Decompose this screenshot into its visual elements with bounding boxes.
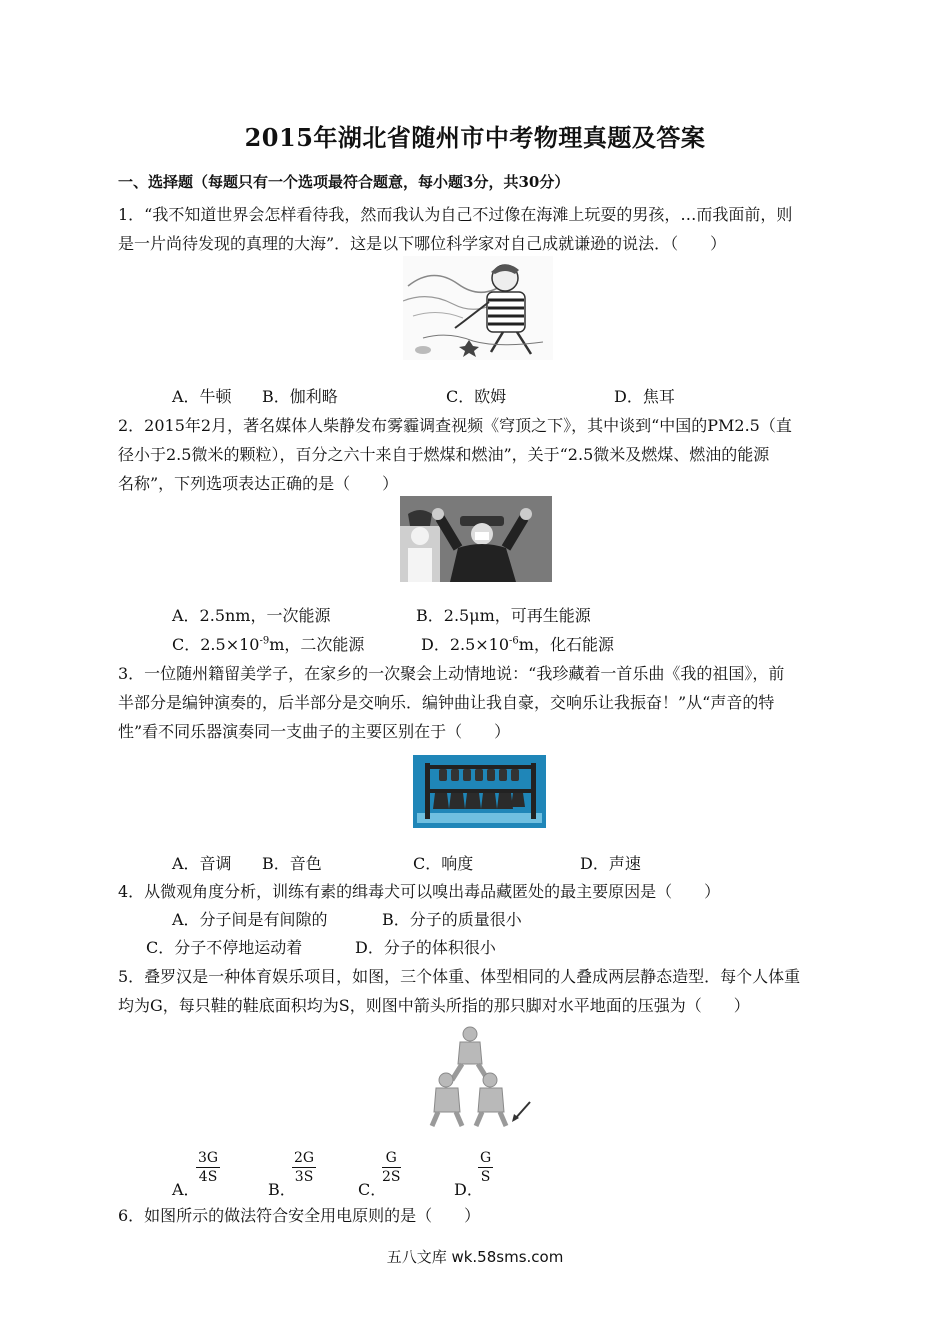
q2-line3: 名称”，下列选项表达正确的是（ ）: [118, 474, 399, 493]
q5-option-b-fraction: [292, 1149, 316, 1186]
q2-option-d-unit: m，化石能源: [518, 635, 614, 654]
footer-watermark: 五八文库 wk.58sms.com: [386, 1248, 564, 1266]
q5-option-c-fraction: [382, 1149, 401, 1186]
q5-line1: 5．叠罗汉是一种体育娱乐项目，如图，三个体重、体型相同的人叠成两层静态造型．每个人体重: [118, 967, 801, 986]
q3-option-c: C．响度: [413, 854, 474, 873]
q5-option-c-numerator: G: [382, 1149, 401, 1168]
q3-option-a: A．音调: [172, 854, 232, 873]
q2-option-c-exponent: -9: [259, 635, 270, 647]
section-heading: 一、选择题（每题只有一个选项最符合题意，每小题3分，共30分）: [118, 173, 570, 191]
page-title: 2015年湖北省随州市中考物理真题及答案: [244, 123, 706, 152]
q5-option-d-denominator: S: [480, 1169, 491, 1185]
q5-option-b-letter: B．: [268, 1180, 296, 1199]
q3-line2: 半部分是编钟演奏的，后半部分是交响乐．编钟曲让我自豪，交响乐让我振奋！”从“声音的特: [118, 693, 775, 712]
q5-option-a-letter: A．: [172, 1180, 200, 1199]
q2-option-c-base: C．2.5×10: [172, 635, 260, 654]
q5-option-d-numerator: G: [480, 1150, 492, 1166]
q2-line1: 2．2015年2月，著名媒体人柴静发布雾霾调查视频《穹顶之下》，其中谈到“中国的PM2.5（直: [118, 416, 792, 435]
q1-option-c: C．欧姆: [446, 387, 507, 406]
q3-option-b: B．音色: [262, 854, 322, 873]
q4-option-d: D．分子的体积很小: [355, 938, 496, 957]
q2-option-d: [421, 632, 614, 655]
q2-line2: 径小于2.5微米的颗粒），百分之六十来自于燃煤和燃油”，关于“2.5微米及燃煤、燃油的能源: [118, 445, 770, 464]
q2-option-d-exponent: -6: [509, 635, 519, 647]
q1-option-d: D．焦耳: [614, 387, 675, 406]
q4-line1: 4．从微观角度分析，训练有素的缉毒犬可以嗅出毒品藏匿处的最主要原因是（ ）: [118, 882, 721, 901]
q5-option-a-denominator: 4S: [198, 1169, 218, 1185]
q6-line1: 6．如图所示的做法符合安全用电原则的是（ ）: [118, 1206, 481, 1225]
q4-option-a: A．分子间是有间隙的: [172, 910, 328, 929]
q5-option-b-numerator: 2G: [294, 1150, 315, 1166]
q5-option-b-denominator: 3S: [294, 1169, 314, 1185]
chime-bells-photo: [413, 755, 546, 828]
documentary-still-photo: [400, 496, 552, 582]
q2-option-b: B．2.5μm，可再生能源: [416, 606, 591, 625]
q2-option-c-unit: m，二次能源: [269, 635, 365, 654]
q5-line2: 均为G，每只鞋的鞋底面积均为S，则图中箭头所指的那只脚对水平地面的压强为（ ）: [118, 996, 750, 1015]
boy-on-beach-illustration: [403, 256, 553, 360]
q5-option-d-fraction: [478, 1149, 493, 1186]
q4-option-c: C．分子不停地运动着: [146, 938, 303, 957]
q5-option-c-denominator: 2S: [382, 1169, 401, 1185]
q1-line1: 1．“我不知道世界会怎样看待我，然而我认为自己不过像在海滩上玩耍的男孩，…而我面前，则: [118, 205, 793, 224]
q5-option-d-letter: D．: [454, 1180, 483, 1199]
q2-option-d-base: D．2.5×10: [421, 635, 510, 654]
q1-option-a: A．牛顿: [172, 387, 232, 406]
q4-option-b: B．分子的质量很小: [382, 910, 522, 929]
q5-option-a-numerator: 3G: [198, 1150, 219, 1166]
q2-option-c: [172, 632, 364, 655]
q3-option-d: D．声速: [580, 854, 641, 873]
human-pyramid-illustration: [418, 1022, 538, 1130]
q5-option-c-letter: C．: [358, 1180, 387, 1199]
q3-line1: 3．一位随州籍留美学子，在家乡的一次聚会上动情地说：“我珍藏着一首乐曲《我的祖国》，前: [118, 664, 785, 683]
q5-option-a-fraction: [196, 1149, 220, 1186]
q3-line3: 性”看不同乐器演奏同一支曲子的主要区别在于（ ）: [118, 722, 511, 741]
q1-option-b: B．伽利略: [262, 387, 338, 406]
q2-option-a: A．2.5nm，一次能源: [172, 606, 331, 625]
q1-line2: 是一片尚待发现的真理的大海”．这是以下哪位科学家对自己成就谦逊的说法．（ ）: [118, 234, 727, 253]
